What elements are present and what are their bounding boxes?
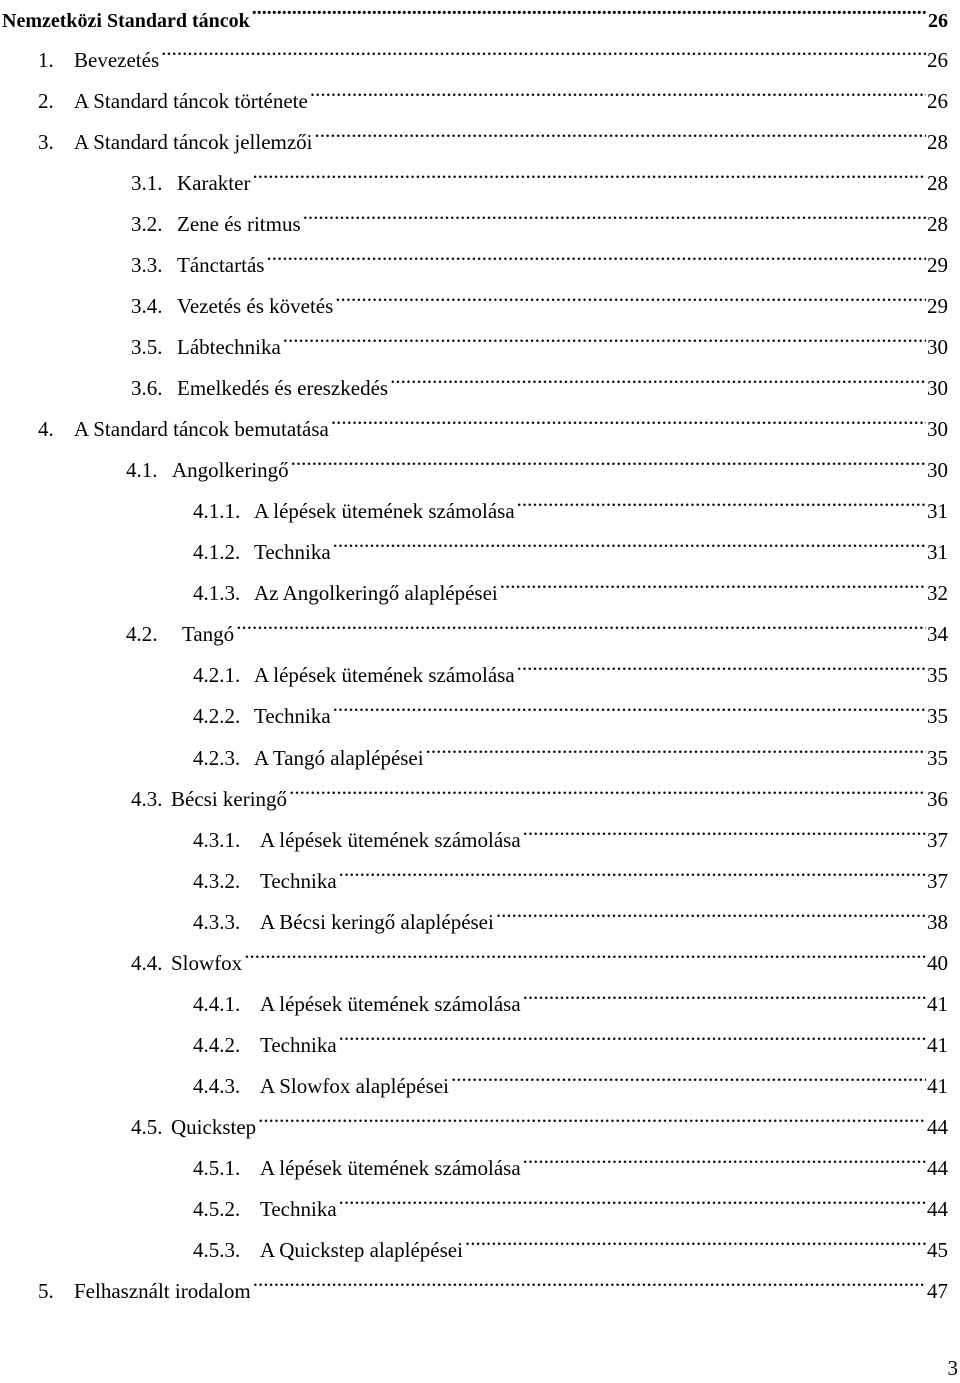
dot-leader [256, 1104, 926, 1134]
toc-entry-label [131, 332, 281, 362]
toc-entry-text: Zene és ritmus [177, 212, 301, 236]
toc-entry-number: 4. [38, 417, 54, 441]
toc-entry-number: 4.3.2. [193, 869, 241, 893]
toc-entry-label [38, 414, 329, 444]
dot-leader [251, 1268, 926, 1298]
dot-leader [250, 0, 927, 27]
toc-entry-number: 4.3. [131, 787, 163, 811]
toc-page-number: 44 [927, 1115, 948, 1139]
toc-entry-text: A Standard táncok jellemzői [74, 130, 313, 154]
toc-entry-label [193, 989, 521, 1019]
toc-entry-text: Bécsi keringő [171, 787, 288, 811]
toc-entry-label [193, 537, 331, 567]
toc-entry-number: 4.2. [126, 622, 158, 646]
dot-leader [287, 776, 926, 806]
toc-entry[interactable] [193, 858, 948, 893]
toc-entry-text: Technika [260, 1033, 337, 1057]
toc-page-number: 32 [927, 581, 948, 605]
toc-entry-number: 4.1.2. [193, 540, 241, 564]
toc-page-number: 38 [927, 910, 948, 934]
toc-page-number: 45 [927, 1238, 948, 1262]
toc-entry-text: A lépések ütemének számolása [254, 663, 515, 687]
toc-entry[interactable] [193, 817, 948, 852]
toc-entry-text: A lépések ütemének számolása [254, 499, 515, 523]
toc-entry-text: A Slowfox alaplépései [260, 1074, 449, 1098]
dot-leader [308, 78, 926, 108]
dot-leader [515, 488, 926, 518]
toc-entry[interactable] [38, 37, 948, 72]
dot-leader [521, 1145, 926, 1175]
toc-page-number: 26 [928, 10, 948, 32]
toc-page-number: 37 [927, 869, 948, 893]
toc-entry-number: 4.4. [131, 951, 163, 975]
toc-page-number: 36 [927, 787, 948, 811]
toc-entry-text: Karakter [177, 171, 251, 195]
toc-entry-text: Felhasznált irodalom [74, 1279, 251, 1303]
toc-entry[interactable] [126, 611, 948, 646]
toc-page-number: 41 [927, 1033, 948, 1057]
toc-page-number: 30 [927, 376, 948, 400]
toc-entry[interactable] [193, 488, 948, 523]
toc-page-number: 31 [927, 540, 948, 564]
toc-entry-number: 4.2.1. [193, 663, 241, 687]
toc-page-number: 44 [927, 1197, 948, 1221]
toc-entry-number: 4.1.3. [193, 581, 241, 605]
toc-entry-number: 4.5.2. [193, 1197, 241, 1221]
dot-leader [331, 529, 926, 559]
toc-entry-text: Az Angolkeringő alaplépései [254, 581, 498, 605]
dot-leader [159, 37, 926, 67]
toc-entry-number: 4.2.2. [193, 704, 241, 728]
toc-entry-number: 5. [38, 1279, 54, 1303]
toc-entry-number: 3.1. [131, 171, 163, 195]
toc-entry-number: 4.5. [131, 1115, 163, 1139]
toc-entry[interactable] [193, 529, 948, 564]
toc-entry-number: 4.5.3. [193, 1238, 241, 1262]
toc-page-number: 34 [927, 622, 948, 646]
toc-entry-text: Lábtechnika [177, 335, 281, 359]
dot-leader [337, 1186, 926, 1216]
toc-entry-text: Technika [260, 869, 337, 893]
toc-entry-text: Quickstep [171, 1115, 257, 1139]
toc-entry-text: A lépések ütemének számolása [260, 1156, 521, 1180]
toc-entry-label [131, 948, 242, 978]
toc-entry-number: 4.3.3. [193, 910, 241, 934]
toc-page-number: 28 [927, 212, 948, 236]
toc-entry-label [126, 455, 289, 485]
dot-leader [331, 693, 926, 723]
dot-leader [494, 899, 926, 929]
dot-leader [329, 406, 926, 436]
toc-entry-text: Emelkedés és ereszkedés [177, 376, 389, 400]
toc-entry[interactable] [193, 652, 948, 687]
dot-leader [521, 817, 926, 847]
dot-leader [337, 1022, 926, 1052]
toc-entry-number: 1. [38, 48, 54, 72]
toc-entry-label [131, 373, 388, 403]
toc-page-number: 30 [927, 335, 948, 359]
toc-entry-text: Technika [254, 704, 331, 728]
toc-page-number: 31 [927, 499, 948, 523]
toc-entry-text: A Quickstep alaplépései [260, 1238, 463, 1262]
toc-title: Nemzetközi Standard táncok [2, 10, 250, 32]
toc-page-number: 28 [927, 171, 948, 195]
toc-page-number: 47 [927, 1279, 948, 1303]
toc-entry-label [131, 168, 250, 198]
toc-entry-label [193, 743, 424, 773]
toc-entry[interactable] [131, 776, 948, 811]
toc-entry[interactable] [131, 324, 948, 359]
toc-entry[interactable] [38, 78, 948, 113]
dot-leader [289, 447, 926, 477]
dot-leader [463, 1227, 926, 1257]
toc-entry-text: Angolkeringő [172, 458, 289, 482]
dot-leader [281, 324, 926, 354]
toc-entry[interactable] [193, 1022, 948, 1057]
toc-entry-number: 3.3. [131, 253, 163, 277]
toc-entry[interactable] [193, 1186, 948, 1221]
toc-entry-text: A Bécsi keringő alaplépései [260, 910, 494, 934]
toc-entry-label [131, 1112, 256, 1142]
toc-entry[interactable] [131, 940, 948, 975]
toc-entry-number: 4.5.1. [193, 1156, 241, 1180]
dot-leader [333, 283, 926, 313]
toc-entry-label [126, 619, 234, 649]
toc-entry-label [131, 250, 264, 280]
toc-page-number: 29 [927, 294, 948, 318]
toc-page-number: 28 [927, 130, 948, 154]
toc-entry[interactable] [193, 1063, 948, 1098]
toc-page-number: 29 [927, 253, 948, 277]
toc-entry[interactable] [131, 283, 948, 318]
toc-title-row[interactable] [2, 0, 948, 32]
toc-page-number: 30 [927, 417, 948, 441]
dot-leader [301, 201, 926, 231]
toc-entry[interactable] [131, 365, 948, 400]
toc-page-number: 35 [927, 704, 948, 728]
toc-entry-number: 4.4.3. [193, 1074, 241, 1098]
toc-page-number: 41 [927, 992, 948, 1016]
toc-entry-number: 3. [38, 130, 54, 154]
toc-entry-text: A lépések ütemének számolása [260, 828, 521, 852]
toc-entry-label [193, 1153, 521, 1183]
toc-entry[interactable] [38, 406, 948, 441]
toc-entry[interactable] [131, 201, 948, 236]
toc-entry-number: 4.4.2. [193, 1033, 241, 1057]
toc-entry-label [131, 784, 287, 814]
toc-entry[interactable] [193, 1227, 948, 1262]
toc-entry-text: A Standard táncok bemutatása [74, 417, 329, 441]
toc-page-number: 40 [927, 951, 948, 975]
dot-leader [234, 611, 926, 641]
toc-entry-text: A lépések ütemének számolása [260, 992, 521, 1016]
toc-entry-label [193, 866, 337, 896]
toc-entry[interactable] [193, 735, 948, 770]
toc-entry-number: 4.1.1. [193, 499, 241, 523]
toc-entry-label [131, 209, 301, 239]
toc-entry-text: A Standard táncok története [74, 89, 308, 113]
toc-entry-label [38, 127, 313, 157]
toc-entry-label [193, 907, 494, 937]
page-number: 3 [947, 1356, 958, 1380]
dot-leader [521, 981, 926, 1011]
toc-entry-number: 4.3.1. [193, 828, 241, 852]
dot-leader [242, 940, 926, 970]
toc-page-number: 37 [927, 828, 948, 852]
toc-entry-text: A Tangó alaplépései [254, 746, 424, 770]
toc-entry-text: Technika [254, 540, 331, 564]
toc-entry-label [193, 1071, 449, 1101]
toc-entry-label [193, 496, 515, 526]
toc-page-number: 26 [927, 48, 948, 72]
toc-entry-label [193, 660, 515, 690]
dot-leader [337, 858, 926, 888]
toc-entry[interactable] [131, 160, 948, 195]
toc-entry[interactable] [193, 693, 948, 728]
toc-entry[interactable] [131, 1104, 948, 1139]
toc-entry-label [193, 1030, 337, 1060]
toc-entry-number: 4.1. [126, 458, 158, 482]
toc-entry[interactable] [193, 899, 948, 934]
toc-entry-text: Vezetés és követés [177, 294, 334, 318]
toc-entry-text: Tangó [182, 622, 235, 646]
dot-leader [498, 570, 926, 600]
toc-entry-number: 4.4.1. [193, 992, 241, 1016]
toc-entry-label [38, 1276, 251, 1306]
toc-entry-label [193, 1235, 463, 1265]
toc-entry[interactable] [38, 1268, 948, 1303]
dot-leader [313, 119, 926, 149]
toc-entry-label [38, 86, 308, 116]
toc-entry-label [193, 825, 521, 855]
dot-leader [424, 735, 926, 765]
toc-entry-label [193, 578, 498, 608]
dot-leader [264, 242, 926, 272]
toc-entry[interactable] [193, 1145, 948, 1180]
toc-page-number: 41 [927, 1074, 948, 1098]
toc-entry-text: Technika [260, 1197, 337, 1221]
toc-page-number: 35 [927, 663, 948, 687]
dot-leader [449, 1063, 926, 1093]
toc-entry-text: Tánctartás [177, 253, 265, 277]
toc-entry-number: 3.2. [131, 212, 163, 236]
toc-page-number: 30 [927, 458, 948, 482]
toc-entry-number: 2. [38, 89, 54, 113]
toc-entry[interactable] [131, 242, 948, 277]
toc-entry-label [193, 1194, 337, 1224]
toc-entry[interactable] [193, 570, 948, 605]
toc-entry-number: 4.2.3. [193, 746, 241, 770]
toc-page-number: 26 [927, 89, 948, 113]
toc-entry-label [131, 291, 333, 321]
toc-entry-text: Slowfox [171, 951, 243, 975]
dot-leader [515, 652, 926, 682]
dot-leader [250, 160, 926, 190]
toc-entry-label [193, 701, 331, 731]
toc-entry-text: Bevezetés [74, 48, 160, 72]
toc-entry-number: 3.4. [131, 294, 163, 318]
toc-entry[interactable] [193, 981, 948, 1016]
toc-entry[interactable] [38, 119, 948, 154]
toc-entry[interactable] [126, 447, 948, 482]
toc-entry-label [38, 45, 159, 75]
dot-leader [388, 365, 926, 395]
toc-page-number: 44 [927, 1156, 948, 1180]
toc-page-number: 35 [927, 746, 948, 770]
toc-entry-number: 3.6. [131, 376, 163, 400]
toc-entry-number: 3.5. [131, 335, 163, 359]
